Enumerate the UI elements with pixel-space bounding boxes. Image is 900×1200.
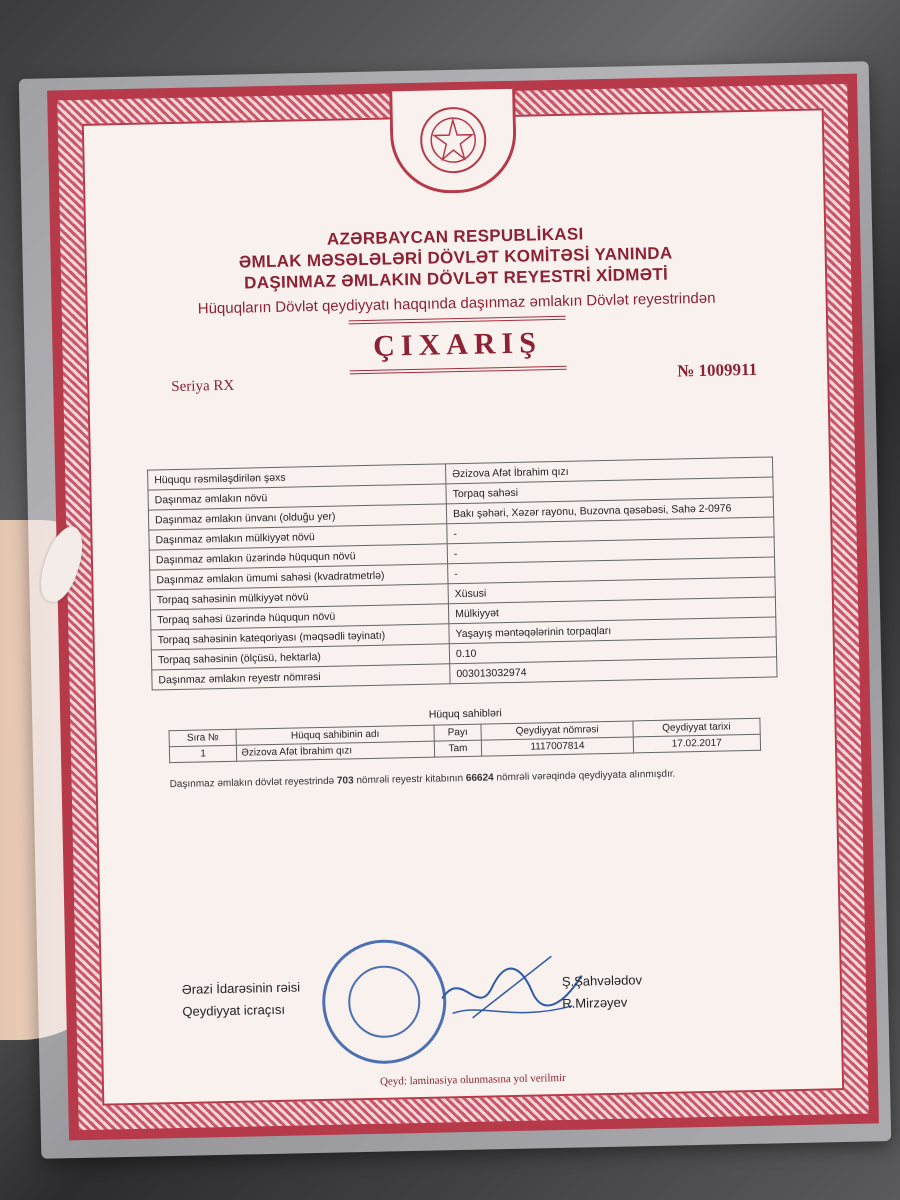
owners-column-header: Payı	[434, 724, 482, 741]
info-value: Torpaq sahəsi	[446, 477, 773, 504]
info-label: Torpaq sahəsinin mülkiyyət növü	[150, 584, 448, 610]
info-value: Mülkiyyət	[448, 597, 775, 624]
certificate-body	[82, 108, 844, 1105]
info-value: Əzizova Afət İbrahim qızı	[445, 457, 772, 484]
registry-note-prefix: Daşınmaz əmlakın dövlət reyestrində	[169, 775, 335, 791]
document-title: ÇIXARIŞ	[349, 316, 567, 375]
info-value: Yaşayış məntəqələrinin torpaqları	[449, 617, 776, 644]
info-label: Torpaq sahəsinin (ölçüsü, hektarla)	[151, 644, 449, 670]
info-label: Daşınmaz əmlakın reyestr nömrəsi	[152, 664, 450, 690]
stamp-emblem-icon	[348, 965, 421, 1038]
signatory-names	[562, 969, 643, 1015]
owners-table	[169, 718, 762, 763]
registry-note-middle: nömrəli reyestr kitabının	[356, 773, 464, 787]
header-line-4: Hüquqların Dövlət qeydiyyatı haqqında daşınmaz əmlakın Dövlət reyestrindən	[197, 289, 716, 318]
owners-column-header: Hüquq sahibinin adı	[236, 725, 434, 745]
owner-cell: 1	[169, 745, 237, 762]
info-value: Xüsusi	[448, 577, 775, 604]
state-emblem-icon	[389, 89, 517, 195]
info-label: Hüququ rəsmiləşdirilən şəxs	[148, 464, 446, 490]
role-executor: Qeydiyyat icraçısı	[182, 1001, 286, 1019]
owners-column-header: Qeydiyyat tarixi	[633, 718, 761, 737]
issuer-header	[86, 218, 826, 319]
owner-cell: Tam	[434, 740, 482, 757]
registry-note	[170, 766, 762, 791]
owner-cell: 1117007814	[482, 737, 633, 756]
footer-note: Qeyd: laminasiya olunmasına yol verilmir	[379, 1071, 566, 1088]
info-label: Daşınmaz əmlakın ünvanı (olduğu yer)	[148, 504, 446, 530]
certificate-document	[47, 74, 879, 1141]
header-line-2: ƏMLAK MƏSƏLƏLƏRİ DÖVLƏT KOMİTƏSİ YANINDA	[238, 243, 673, 272]
info-label: Daşınmaz əmlakın üzərində hüququn növü	[149, 544, 447, 570]
info-value: -	[448, 557, 775, 584]
owner-cell: 17.02.2017	[633, 734, 761, 753]
document-number: № 1009911	[676, 359, 758, 381]
info-value: -	[447, 537, 774, 564]
info-value: 0.10	[449, 637, 776, 664]
info-label: Torpaq sahəsi üzərində hüququn növü	[150, 604, 448, 630]
official-stamp	[321, 938, 448, 1065]
header-line-1: AZƏRBAYCAN RESPUBLİKASI	[326, 224, 584, 249]
name-executor: R.Mirzəyev	[562, 994, 628, 1012]
info-label: Daşınmaz əmlakın mülkiyyət növü	[149, 524, 447, 550]
owners-column-header: Sıra №	[169, 729, 237, 746]
info-value: Bakı şəhəri, Xəzər rayonu, Buzovna qəsəbəsi, Sahə 2-0976	[446, 497, 773, 524]
info-label: Torpaq sahəsinin kateqoriyası (məqsədli təyinatı)	[151, 624, 449, 650]
owners-column-header: Qeydiyyat nömrəsi	[481, 721, 632, 740]
registry-note-suffix: nömrəli vərəqində qeydiyyata alınmışdır.	[496, 768, 676, 784]
owners-title: Hüquq sahibləri	[428, 707, 502, 721]
registry-page-number: 66624	[465, 772, 494, 784]
series-label: Seriya RX	[171, 377, 235, 396]
info-label: Daşınmaz əmlakın növü	[148, 484, 446, 510]
info-value: -	[447, 517, 774, 544]
info-label: Daşınmaz əmlakın ümumi sahəsi (kvadratmetrlə)	[150, 564, 448, 590]
owner-cell: Əzizova Afət İbrahim qızı	[237, 741, 435, 761]
header-line-3: DAŞINMAZ ƏMLAKIN DÖVLƏT REYESTRİ XİDMƏTİ	[243, 264, 669, 293]
property-info-table	[147, 456, 777, 690]
registry-book-number: 703	[336, 775, 354, 787]
signatory-roles	[182, 976, 301, 1022]
info-value: 003013032974	[450, 657, 777, 684]
name-head: Ş.Şahvələdov	[561, 972, 643, 990]
role-head: Ərazi İdarəsinin rəisi	[181, 979, 301, 997]
